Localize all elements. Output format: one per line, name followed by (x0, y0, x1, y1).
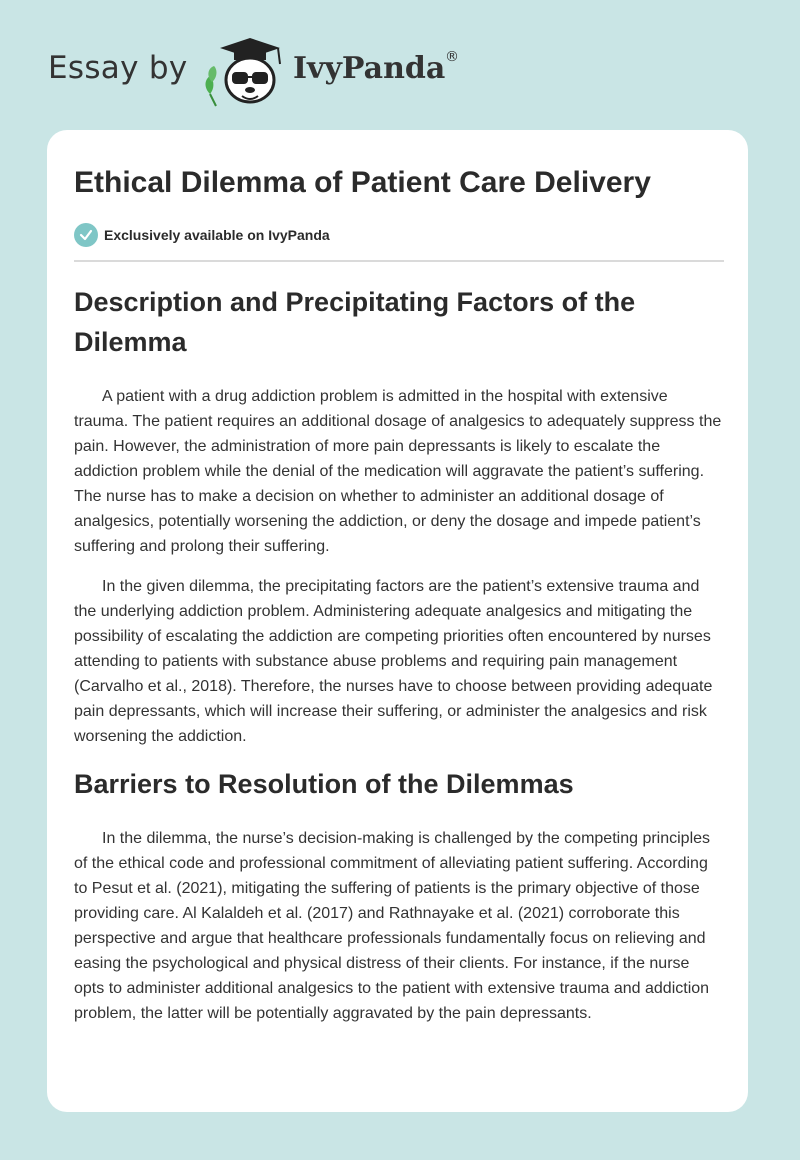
section-heading-description: Description and Precipitating Factors of the Dilemma (74, 287, 636, 357)
brand-name: IvyPanda (293, 51, 446, 86)
registered-mark: ® (445, 49, 459, 65)
essay-card (47, 130, 748, 1112)
ivy-leaf-icon (206, 66, 217, 106)
paragraph: In the dilemma, the nurse’s decision-making is challenged by the competing principles of the ethical code and professional commitment of alleviating patient suffering. According to Pesut et al. (2021), mitigating the suffering of patients is the primary objective of those providing care. Al Kalaldeh et al. (2017) and Rathnayake et al. (2021) corroborate this perspective and argue that healthcare professionals fundamentally focus on relieving and easing the psychological and physical distress of their clients. For instance, if the nurse opts to administer additional analgesics to the patient with extensive trauma and addiction problem, the latter will be potentially aggravated by the pain depressants. (74, 830, 711, 1022)
check-circle-icon (74, 223, 98, 247)
exclusive-badge (74, 222, 330, 248)
divider (74, 260, 724, 262)
badge-label: Exclusively available on IvyPanda (104, 227, 330, 243)
panda-logo-icon[interactable] (200, 36, 290, 108)
page-title: Ethical Dilemma of Patient Care Delivery (74, 166, 651, 199)
paragraph: In the given dilemma, the precipitating factors are the patient’s extensive trauma and the underlying addiction problem. Administering adequate analgesics and mitigating the possibility of escalating the addiction are competing priorities often encountered by nurses attending to patients with substance abuse problems and requiring pain management (Carvalho et al., 2018). Therefore, the nurses have to choose between providing adequate pain depressants, which will increase their suffering, or administer the analgesics and risk worsening the addiction. (74, 578, 713, 745)
site-header (0, 0, 800, 130)
section-heading-barriers: Barriers to Resolution of the Dilemmas (74, 769, 574, 799)
brand-prefix: Essay by (48, 50, 188, 86)
paragraph: A patient with a drug addiction problem is admitted in the hospital with extensive trauma. The patient requires an additional dosage of analgesics to adequately suppress the pain. However, the administration of more pain depressants is likely to escalate the addiction problem while the denial of the medication will aggravate the patient’s suffering. The nurse has to make a decision on whether to administer an additional dosage of analgesics, potentially worsening the addiction, or deny the dosage and impede patient’s suffering and prolong their suffering. (74, 388, 722, 555)
